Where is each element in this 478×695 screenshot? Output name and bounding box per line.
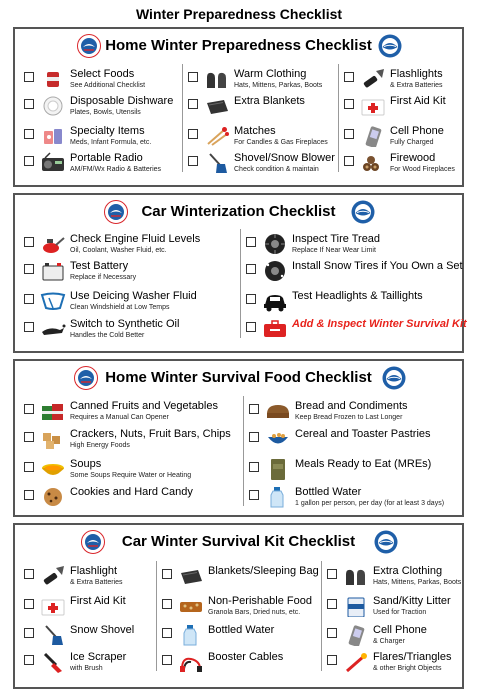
- item-sublabel: Clean Windshield at Low Temps: [70, 304, 170, 311]
- item-checkbox[interactable]: [327, 569, 337, 579]
- item-label: Add & Inspect Winter Survival Kit: [292, 318, 467, 330]
- column-divider: [182, 64, 183, 172]
- item-label: Switch to Synthetic Oil: [70, 318, 180, 330]
- item-checkbox[interactable]: [188, 72, 198, 82]
- item-label: Firewood: [390, 152, 436, 164]
- booster-cables-icon: [178, 651, 204, 673]
- section-header: [15, 525, 462, 559]
- mre-icon: [265, 458, 291, 480]
- item-checkbox[interactable]: [24, 569, 34, 579]
- item-checkbox[interactable]: [344, 129, 354, 139]
- item-checkbox[interactable]: [24, 628, 34, 638]
- item-checkbox[interactable]: [24, 129, 34, 139]
- canned-food-icon: [40, 68, 66, 90]
- item-text: [373, 565, 461, 587]
- cell-phone-icon: [360, 125, 386, 147]
- item-label: Cell Phone: [373, 624, 427, 636]
- item-sublabel: Plates, Bowls, Utensils: [70, 109, 141, 116]
- item-checkbox[interactable]: [162, 655, 172, 665]
- item-checkbox[interactable]: [24, 322, 34, 332]
- crackers-icon: [40, 428, 66, 450]
- item-label: Snow Shovel: [70, 624, 135, 636]
- item-sublabel: AM/FM/Wx Radio & Batteries: [70, 166, 162, 173]
- section-header: [15, 29, 462, 63]
- item-text: [292, 290, 423, 303]
- item-text: [373, 595, 451, 617]
- snow-tire-icon: [262, 260, 288, 282]
- item-sublabel: Meds, Infant Formula, etc.: [70, 139, 152, 146]
- noaa-logo-icon: [351, 200, 375, 224]
- item-text: [390, 125, 444, 147]
- section-title: Home Winter Preparedness Checklist: [105, 37, 372, 54]
- checklist-section: [13, 27, 464, 187]
- first-aid-icon: [360, 95, 386, 117]
- item-text: [373, 651, 451, 673]
- item-label: Warm Clothing: [234, 68, 307, 80]
- bread-icon: [265, 400, 291, 422]
- cookie-icon: [40, 486, 66, 508]
- item-text: [70, 233, 200, 255]
- plate-icon: [40, 95, 66, 117]
- page-title: Winter Preparedness Checklist: [135, 6, 343, 22]
- item-checkbox[interactable]: [344, 99, 354, 109]
- item-checkbox[interactable]: [24, 156, 34, 166]
- water-bottle-icon: [178, 624, 204, 646]
- item-label: Flashlight: [70, 565, 118, 577]
- item-label: Soups: [70, 458, 102, 470]
- item-text: [70, 125, 151, 147]
- item-label: Blankets/Sleeping Bag: [208, 565, 319, 577]
- item-text: [234, 125, 328, 147]
- item-checkbox[interactable]: [327, 655, 337, 665]
- item-label: Install Snow Tires if You Own a Set: [292, 260, 463, 272]
- nws-logo-icon: [104, 200, 128, 224]
- item-label: Matches: [234, 125, 276, 137]
- item-label: Non-Perishable Food: [208, 595, 312, 607]
- item-checkbox[interactable]: [188, 99, 198, 109]
- kitty-litter-icon: [343, 595, 369, 617]
- item-sublabel: Handles the Cold Better: [70, 332, 145, 339]
- item-text: [292, 318, 467, 331]
- item-text: [208, 595, 312, 617]
- item-sublabel: Fully Charged: [390, 139, 434, 146]
- item-text: [70, 595, 126, 608]
- item-label: Flares/Triangles: [373, 651, 452, 663]
- item-checkbox[interactable]: [188, 129, 198, 139]
- item-sublabel: See Additional Checklist: [70, 82, 146, 89]
- item-text: [70, 318, 179, 340]
- section-title: Car Winterization Checklist: [141, 203, 336, 220]
- item-label: Meals Ready to Eat (MREs): [295, 458, 432, 470]
- item-checkbox[interactable]: [24, 72, 34, 82]
- item-text: [70, 458, 191, 480]
- blanket-icon: [204, 95, 230, 117]
- item-label: Booster Cables: [208, 651, 284, 663]
- item-text: [70, 565, 123, 587]
- item-label: Test Headlights & Taillights: [292, 290, 423, 302]
- item-text: [234, 68, 322, 90]
- item-label: Bread and Condiments: [295, 400, 408, 412]
- item-text: [70, 486, 193, 499]
- item-text: [390, 68, 443, 90]
- item-sublabel: Used for Traction: [373, 609, 427, 616]
- item-text: [70, 152, 161, 174]
- item-label: Crackers, Nuts, Fruit Bars, Chips: [70, 428, 231, 440]
- mittens-icon: [204, 68, 230, 90]
- section-header: [15, 361, 462, 395]
- item-text: [208, 624, 274, 637]
- column-divider: [338, 64, 339, 172]
- item-label: Select Foods: [70, 68, 135, 80]
- granola-icon: [178, 595, 204, 617]
- item-sublabel: Keep Bread Frozen to Last Longer: [295, 414, 403, 421]
- cans-icon: [40, 400, 66, 422]
- noaa-logo-icon: [378, 34, 402, 58]
- item-text: [292, 233, 380, 255]
- item-text: [390, 152, 455, 174]
- item-checkbox[interactable]: [344, 72, 354, 82]
- item-sublabel: & Extra Batteries: [70, 579, 123, 586]
- item-text: [208, 565, 319, 578]
- item-label: Cookies and Hard Candy: [70, 486, 193, 498]
- item-label: Check Engine Fluid Levels: [70, 233, 201, 245]
- item-label: Cereal and Toaster Pastries: [295, 428, 431, 440]
- item-checkbox[interactable]: [249, 490, 259, 500]
- blanket-icon: [178, 565, 204, 587]
- column-divider: [156, 561, 157, 671]
- item-text: [70, 95, 173, 117]
- item-label: Sand/Kitty Litter: [373, 595, 451, 607]
- item-sublabel: Some Soups Require Water or Heating: [70, 472, 192, 479]
- item-checkbox[interactable]: [24, 404, 34, 414]
- noaa-logo-icon: [382, 366, 406, 390]
- item-text: [208, 651, 283, 664]
- item-sublabel: with Brush: [70, 665, 103, 672]
- flare-icon: [343, 651, 369, 673]
- column-divider: [243, 396, 244, 506]
- soup-icon: [40, 458, 66, 480]
- section-header: [15, 195, 462, 229]
- item-text: [295, 400, 408, 422]
- item-label: Shovel/Snow Blower: [234, 152, 335, 164]
- item-text: [295, 458, 431, 471]
- shovel-icon: [204, 152, 230, 174]
- item-checkbox[interactable]: [24, 432, 34, 442]
- item-label: Cell Phone: [390, 125, 444, 137]
- item-sublabel: & Charger: [373, 638, 405, 645]
- item-label: Use Deicing Washer Fluid: [70, 290, 197, 302]
- firewood-icon: [360, 152, 386, 174]
- section-title: Home Winter Survival Food Checklist: [105, 369, 372, 386]
- item-label: First Aid Kit: [390, 95, 446, 107]
- item-checkbox[interactable]: [246, 322, 256, 332]
- item-checkbox[interactable]: [162, 569, 172, 579]
- item-label: Bottled Water: [208, 624, 275, 636]
- item-text: [70, 624, 134, 637]
- item-label: Flashlights: [390, 68, 443, 80]
- cell-phone-icon: [343, 624, 369, 646]
- water-bottle-icon: [265, 486, 291, 508]
- item-checkbox[interactable]: [24, 99, 34, 109]
- car-battery-icon: [40, 260, 66, 282]
- item-text: [70, 260, 136, 282]
- item-text: [70, 290, 197, 312]
- item-checkbox[interactable]: [24, 237, 34, 247]
- item-label: Bottled Water: [295, 486, 362, 498]
- column-divider: [240, 229, 241, 338]
- item-text: [292, 260, 463, 273]
- item-sublabel: Replace if Necessary: [70, 274, 137, 281]
- item-label: Disposable Dishware: [70, 95, 174, 107]
- item-label: Extra Clothing: [373, 565, 443, 577]
- tire-icon: [262, 233, 288, 255]
- item-label: Inspect Tire Tread: [292, 233, 381, 245]
- item-text: [295, 428, 431, 441]
- item-sublabel: For Candles & Gas Fireplaces: [234, 139, 328, 146]
- item-label: Ice Scraper: [70, 651, 127, 663]
- item-sublabel: Hats, Mittens, Parkas, Boots: [234, 82, 323, 89]
- item-sublabel: & Extra Batteries: [390, 82, 443, 89]
- item-label: Test Battery: [70, 260, 129, 272]
- item-checkbox[interactable]: [344, 156, 354, 166]
- item-label: Canned Fruits and Vegetables: [70, 400, 218, 412]
- item-sublabel: Replace If Near Wear Limit: [292, 247, 376, 254]
- item-checkbox[interactable]: [327, 628, 337, 638]
- car-icon: [262, 290, 288, 312]
- survival-kit-icon: [262, 318, 288, 340]
- item-checkbox[interactable]: [246, 264, 256, 274]
- item-checkbox[interactable]: [249, 404, 259, 414]
- item-text: [70, 400, 218, 422]
- item-label: First Aid Kit: [70, 595, 126, 607]
- item-checkbox[interactable]: [246, 294, 256, 304]
- item-sublabel: Check condition & maintain: [234, 166, 319, 173]
- ice-scraper-icon: [40, 651, 66, 673]
- item-checkbox[interactable]: [327, 599, 337, 609]
- section-title: Car Winter Survival Kit Checklist: [121, 533, 356, 550]
- shovel-icon: [40, 624, 66, 646]
- cereal-icon: [265, 428, 291, 450]
- item-checkbox[interactable]: [24, 599, 34, 609]
- flashlight-icon: [360, 68, 386, 90]
- item-sublabel: Oil, Coolant, Washer Fluid, etc.: [70, 247, 167, 254]
- item-sublabel: Hats, Mittens, Parkas, Boots: [373, 579, 462, 586]
- flashlight-icon: [40, 565, 66, 587]
- item-text: [373, 624, 427, 646]
- nws-logo-icon: [74, 366, 98, 390]
- item-checkbox[interactable]: [162, 599, 172, 609]
- mittens-icon: [343, 565, 369, 587]
- checklist-section: [13, 359, 464, 517]
- item-sublabel: For Wood Fireplaces: [390, 166, 455, 173]
- item-checkbox[interactable]: [24, 462, 34, 472]
- oil-can-icon: [40, 233, 66, 255]
- item-label: Portable Radio: [70, 152, 143, 164]
- nws-logo-icon: [81, 530, 105, 554]
- oil-lamp-icon: [40, 318, 66, 340]
- item-text: [234, 95, 305, 108]
- item-text: [390, 95, 446, 108]
- item-sublabel: High Energy Foods: [70, 442, 130, 449]
- item-sublabel: Requires a Manual Can Opener: [70, 414, 169, 421]
- item-sublabel: 1 gallon per person, per day (for at least 3 days): [295, 500, 445, 507]
- item-checkbox[interactable]: [188, 156, 198, 166]
- item-checkbox[interactable]: [249, 462, 259, 472]
- item-text: [295, 486, 444, 508]
- item-checkbox[interactable]: [24, 294, 34, 304]
- medicine-icon: [40, 125, 66, 147]
- nws-logo-icon: [77, 34, 101, 58]
- item-text: [70, 68, 145, 90]
- item-label: Specialty Items: [70, 125, 145, 137]
- item-sublabel: & other Bright Objects: [373, 665, 442, 672]
- item-checkbox[interactable]: [246, 237, 256, 247]
- checklist-section: [13, 523, 464, 689]
- noaa-logo-icon: [374, 530, 398, 554]
- matches-icon: [204, 125, 230, 147]
- column-divider: [321, 561, 322, 671]
- item-checkbox[interactable]: [162, 628, 172, 638]
- first-aid-icon: [40, 595, 66, 617]
- radio-icon: [40, 152, 66, 174]
- item-text: [70, 428, 231, 450]
- item-label: Extra Blankets: [234, 95, 305, 107]
- item-checkbox[interactable]: [24, 655, 34, 665]
- item-checkbox[interactable]: [24, 490, 34, 500]
- item-checkbox[interactable]: [249, 432, 259, 442]
- windshield-icon: [40, 290, 66, 312]
- checklist-section: [13, 193, 467, 353]
- item-text: [70, 651, 126, 673]
- item-sublabel: Granola Bars, Dried nuts, etc.: [208, 609, 301, 616]
- item-text: [234, 152, 335, 174]
- item-checkbox[interactable]: [24, 264, 34, 274]
